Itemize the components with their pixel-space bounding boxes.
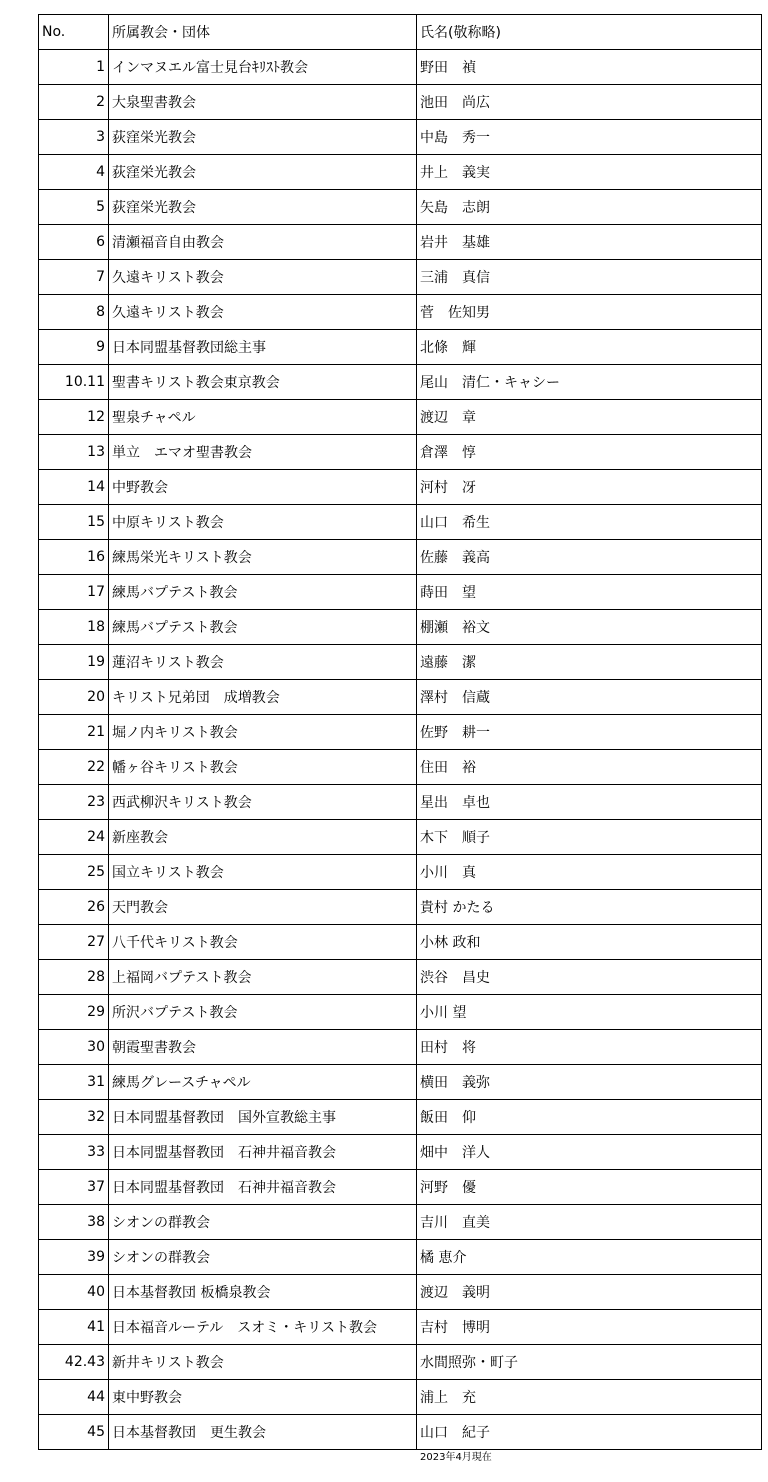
- cell-name: 佐野 耕一: [417, 715, 762, 750]
- cell-no: 7: [39, 260, 109, 295]
- cell-no: 18: [39, 610, 109, 645]
- cell-no: 4: [39, 155, 109, 190]
- cell-no: 2: [39, 85, 109, 120]
- cell-church: 新座教会: [109, 820, 417, 855]
- cell-name: 岩井 基雄: [417, 225, 762, 260]
- cell-no: 20: [39, 680, 109, 715]
- table-row: [39, 400, 762, 435]
- cell-church: 堀ノ内キリスト教会: [109, 715, 417, 750]
- cell-church: 中野教会: [109, 470, 417, 505]
- cell-church: 練馬バプテスト教会: [109, 610, 417, 645]
- table-row: [39, 715, 762, 750]
- cell-name: 棚瀬 裕文: [417, 610, 762, 645]
- cell-church: 荻窪栄光教会: [109, 155, 417, 190]
- cell-name: 木下 順子: [417, 820, 762, 855]
- cell-no: 19: [39, 645, 109, 680]
- cell-church: 所沢バプテスト教会: [109, 995, 417, 1030]
- cell-church: 国立キリスト教会: [109, 855, 417, 890]
- cell-no: 31: [39, 1065, 109, 1100]
- table-row: [39, 1030, 762, 1065]
- table-row: [39, 1345, 762, 1380]
- cell-church: シオンの群教会: [109, 1205, 417, 1240]
- cell-church: 日本基督教団 板橋泉教会: [109, 1275, 417, 1310]
- cell-church: 八千代キリスト教会: [109, 925, 417, 960]
- cell-church: キリスト兄弟団 成増教会: [109, 680, 417, 715]
- cell-church: 久遠キリスト教会: [109, 260, 417, 295]
- cell-name: 小川 真: [417, 855, 762, 890]
- cell-name: 井上 義実: [417, 155, 762, 190]
- header-name: 氏名(敬称略): [417, 15, 762, 50]
- cell-name: 北條 輝: [417, 330, 762, 365]
- table-row: [39, 785, 762, 820]
- cell-church: 清瀬福音自由教会: [109, 225, 417, 260]
- cell-name: 小林 政和: [417, 925, 762, 960]
- cell-church: 蓮沼キリスト教会: [109, 645, 417, 680]
- cell-name: 蒔田 望: [417, 575, 762, 610]
- cell-church: 日本同盟基督教団 国外宣教総主事: [109, 1100, 417, 1135]
- cell-no: 38: [39, 1205, 109, 1240]
- table-row: [39, 1380, 762, 1415]
- cell-name: 水間照弥・町子: [417, 1345, 762, 1380]
- cell-church: 日本基督教団 更生教会: [109, 1415, 417, 1450]
- cell-no: 13: [39, 435, 109, 470]
- table-row: [39, 750, 762, 785]
- cell-name: 佐藤 義高: [417, 540, 762, 575]
- table-row: [39, 960, 762, 995]
- cell-no: 22: [39, 750, 109, 785]
- cell-no: 21: [39, 715, 109, 750]
- table-row: [39, 295, 762, 330]
- table-row: [39, 995, 762, 1030]
- cell-name: 澤村 信蔵: [417, 680, 762, 715]
- cell-church: シオンの群教会: [109, 1240, 417, 1275]
- cell-no: 5: [39, 190, 109, 225]
- cell-name: 橘 恵介: [417, 1240, 762, 1275]
- cell-name: 矢島 志朗: [417, 190, 762, 225]
- cell-name: 横田 義弥: [417, 1065, 762, 1100]
- as-of-date-note: 2023年4月現在: [420, 1452, 492, 1463]
- cell-no: 39: [39, 1240, 109, 1275]
- table-row: [39, 925, 762, 960]
- cell-no: 28: [39, 960, 109, 995]
- cell-name: 渡辺 義明: [417, 1275, 762, 1310]
- cell-church: 朝霞聖書教会: [109, 1030, 417, 1065]
- table-row: [39, 50, 762, 85]
- table-body: [39, 50, 762, 1450]
- cell-no: 44: [39, 1380, 109, 1415]
- cell-no: 42.43: [39, 1345, 109, 1380]
- cell-church: 練馬バプテスト教会: [109, 575, 417, 610]
- cell-name: 三浦 真信: [417, 260, 762, 295]
- table-row: [39, 365, 762, 400]
- table-row: [39, 225, 762, 260]
- table-header-row: [39, 15, 762, 50]
- cell-church: 天門教会: [109, 890, 417, 925]
- cell-church: 日本同盟基督教団 石神井福音教会: [109, 1170, 417, 1205]
- table-row: [39, 890, 762, 925]
- cell-no: 27: [39, 925, 109, 960]
- table-row: [39, 190, 762, 225]
- cell-no: 16: [39, 540, 109, 575]
- table-row: [39, 1415, 762, 1450]
- cell-name: 渡辺 章: [417, 400, 762, 435]
- cell-no: 12: [39, 400, 109, 435]
- cell-church: 新井キリスト教会: [109, 1345, 417, 1380]
- table-row: [39, 330, 762, 365]
- cell-church: 上福岡バプテスト教会: [109, 960, 417, 995]
- cell-name: 住田 裕: [417, 750, 762, 785]
- cell-church: 西武柳沢キリスト教会: [109, 785, 417, 820]
- cell-no: 23: [39, 785, 109, 820]
- cell-no: 9: [39, 330, 109, 365]
- table-row: [39, 470, 762, 505]
- table-row: [39, 85, 762, 120]
- cell-name: 飯田 仰: [417, 1100, 762, 1135]
- table-row: [39, 1310, 762, 1345]
- header-no: No.: [39, 15, 109, 50]
- cell-church: インマヌエル富士見台ｷﾘｽﾄ教会: [109, 50, 417, 85]
- table-row: [39, 610, 762, 645]
- cell-no: 40: [39, 1275, 109, 1310]
- table-row: [39, 155, 762, 190]
- table-row: [39, 1275, 762, 1310]
- table-row: [39, 120, 762, 155]
- cell-no: 45: [39, 1415, 109, 1450]
- cell-name: 浦上 充: [417, 1380, 762, 1415]
- cell-no: 6: [39, 225, 109, 260]
- header-church: 所属教会・団体: [109, 15, 417, 50]
- cell-no: 10.11: [39, 365, 109, 400]
- cell-no: 8: [39, 295, 109, 330]
- cell-name: 貴村 かたる: [417, 890, 762, 925]
- cell-church: 幡ヶ谷キリスト教会: [109, 750, 417, 785]
- cell-church: 聖泉チャペル: [109, 400, 417, 435]
- cell-no: 33: [39, 1135, 109, 1170]
- cell-church: 荻窪栄光教会: [109, 120, 417, 155]
- cell-name: 尾山 清仁・キャシー: [417, 365, 762, 400]
- cell-church: 練馬栄光キリスト教会: [109, 540, 417, 575]
- cell-no: 29: [39, 995, 109, 1030]
- table-row: [39, 1135, 762, 1170]
- cell-no: 15: [39, 505, 109, 540]
- cell-name: 畑中 洋人: [417, 1135, 762, 1170]
- cell-name: 星出 卓也: [417, 785, 762, 820]
- cell-church: 日本同盟基督教団 石神井福音教会: [109, 1135, 417, 1170]
- table-row: [39, 1065, 762, 1100]
- cell-church: 大泉聖書教会: [109, 85, 417, 120]
- cell-name: 中島 秀一: [417, 120, 762, 155]
- table-row: [39, 1100, 762, 1135]
- cell-church: 日本福音ルーテル スオミ・キリスト教会: [109, 1310, 417, 1345]
- table-row: [39, 575, 762, 610]
- table-row: [39, 680, 762, 715]
- cell-name: 山口 紀子: [417, 1415, 762, 1450]
- cell-name: 河野 優: [417, 1170, 762, 1205]
- cell-name: 吉川 直美: [417, 1205, 762, 1240]
- cell-no: 3: [39, 120, 109, 155]
- cell-no: 14: [39, 470, 109, 505]
- table-row: [39, 855, 762, 890]
- cell-name: 小川 望: [417, 995, 762, 1030]
- cell-church: 中原キリスト教会: [109, 505, 417, 540]
- table-row: [39, 260, 762, 295]
- table-row: [39, 1205, 762, 1240]
- cell-name: 倉澤 惇: [417, 435, 762, 470]
- cell-no: 32: [39, 1100, 109, 1135]
- cell-no: 41: [39, 1310, 109, 1345]
- cell-name: 野田 禎: [417, 50, 762, 85]
- cell-church: 練馬グレースチャペル: [109, 1065, 417, 1100]
- cell-name: 山口 希生: [417, 505, 762, 540]
- cell-no: 24: [39, 820, 109, 855]
- cell-church: 単立 エマオ聖書教会: [109, 435, 417, 470]
- cell-name: 吉村 博明: [417, 1310, 762, 1345]
- cell-name: 河村 冴: [417, 470, 762, 505]
- cell-no: 17: [39, 575, 109, 610]
- cell-name: 菅 佐知男: [417, 295, 762, 330]
- cell-church: 荻窪栄光教会: [109, 190, 417, 225]
- cell-no: 30: [39, 1030, 109, 1065]
- table-row: [39, 505, 762, 540]
- table-row: [39, 820, 762, 855]
- table-row: [39, 435, 762, 470]
- cell-church: 久遠キリスト教会: [109, 295, 417, 330]
- cell-name: 遠藤 潔: [417, 645, 762, 680]
- cell-no: 26: [39, 890, 109, 925]
- cell-no: 37: [39, 1170, 109, 1205]
- cell-name: 池田 尚広: [417, 85, 762, 120]
- cell-no: 25: [39, 855, 109, 890]
- cell-church: 日本同盟基督教団総主事: [109, 330, 417, 365]
- member-roster-table: [38, 14, 762, 1450]
- table-row: [39, 540, 762, 575]
- table-row: [39, 1170, 762, 1205]
- table-row: [39, 645, 762, 680]
- table-row: [39, 1240, 762, 1275]
- cell-church: 東中野教会: [109, 1380, 417, 1415]
- cell-name: 田村 将: [417, 1030, 762, 1065]
- cell-name: 渋谷 昌史: [417, 960, 762, 995]
- cell-church: 聖書キリスト教会東京教会: [109, 365, 417, 400]
- cell-no: 1: [39, 50, 109, 85]
